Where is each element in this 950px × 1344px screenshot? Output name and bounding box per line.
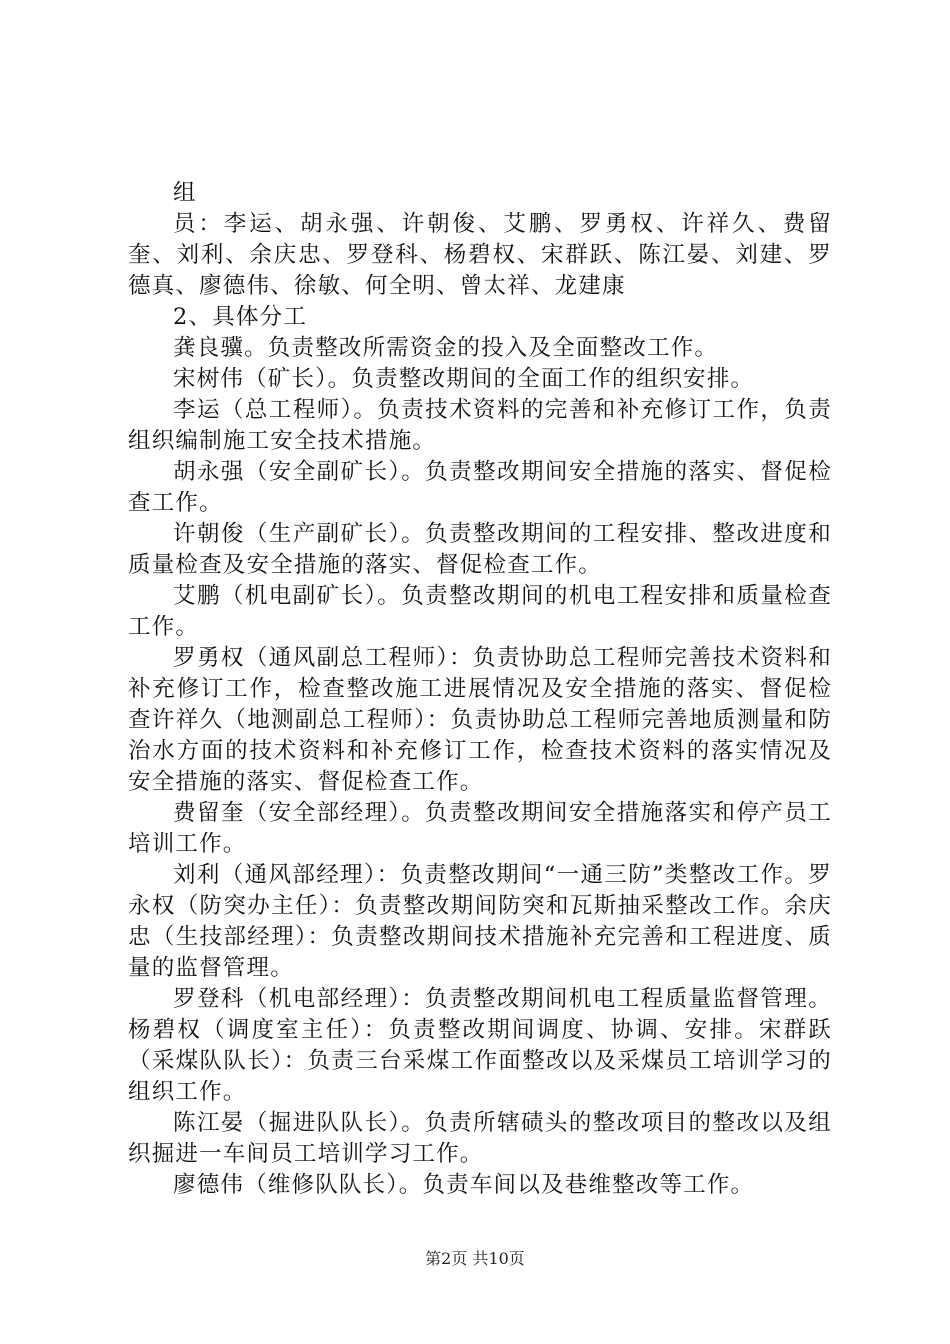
- paragraph: 宋树伟（矿长）。负责整改期间的全面工作的组织安排。: [173, 366, 755, 392]
- paragraph: 员：李运、胡永强、许朝俊、艾鹏、罗勇权、许祥久、费留奎、刘利、余庆忠、罗登科、杨碧权、宋群跃、陈江晏、刘建、罗德真、廖德伟、徐敏、何全明、曾太祥、龙建康: [128, 211, 832, 299]
- paragraph: 李运（总工程师）。负责技术资料的完善和补充修订工作，负责组织编制施工安全技术措施。: [128, 397, 832, 454]
- paragraph: 组: [173, 180, 197, 206]
- paragraph: 廖德伟（维修队队长）。负责车间以及巷维整改等工作。: [173, 1172, 755, 1198]
- paragraph: 艾鹏（机电副矿长）。负责整改期间的机电工程安排和质量检查工作。: [128, 583, 832, 640]
- paragraph: 罗登科（机电部经理）：负责整改期间机电工程质量监督管理。杨碧权（调度室主任）：负责整改期间调度、协调、安排。宋群跃（采煤队队长）：负责三台采煤工作面整改以及采煤员工培训学习的组织工作。: [128, 986, 832, 1105]
- section-heading: 2、具体分工: [173, 304, 308, 330]
- paragraph: 许朝俊（生产副矿长）。负责整改期间的工程安排、整改进度和质量检查及安全措施的落实、督促检查工作。: [128, 521, 832, 578]
- document-body: [128, 178, 832, 1201]
- paragraph: 龚良骥。负责整改所需资金的投入及全面整改工作。: [173, 335, 719, 361]
- paragraph: 胡永强（安全副矿长）。负责整改期间安全措施的落实、督促检查工作。: [128, 459, 832, 516]
- paragraph: 刘利（通风部经理）：负责整改期间“一通三防”类整改工作。罗永权（防突办主任）：负责整改期间防突和瓦斯抽采整改工作。余庆忠（生技部经理）：负责整改期间技术措施补充完善和工程进度、质量的监督管理。: [128, 862, 832, 981]
- paragraph: 费留奎（安全部经理）。负责整改期间安全措施落实和停产员工培训工作。: [128, 800, 832, 857]
- paragraph: 罗勇权（通风副总工程师）：负责协助总工程师完善技术资料和补充修订工作，检查整改施工进展情况及安全措施的落实、督促检查许祥久（地测副总工程师）：负责协助总工程师完善地质测量和防治水方面的技术资料和补充修订工作，检查技术资料的落实情况及安全措施的落实、督促检查工作。: [128, 645, 832, 795]
- paragraph: 陈江晏（掘进队队长）。负责所辖碛头的整改项目的整改以及组织掘进一车间员工培训学习工作。: [128, 1110, 832, 1167]
- page-footer: 第2页 共10页: [425, 1249, 525, 1268]
